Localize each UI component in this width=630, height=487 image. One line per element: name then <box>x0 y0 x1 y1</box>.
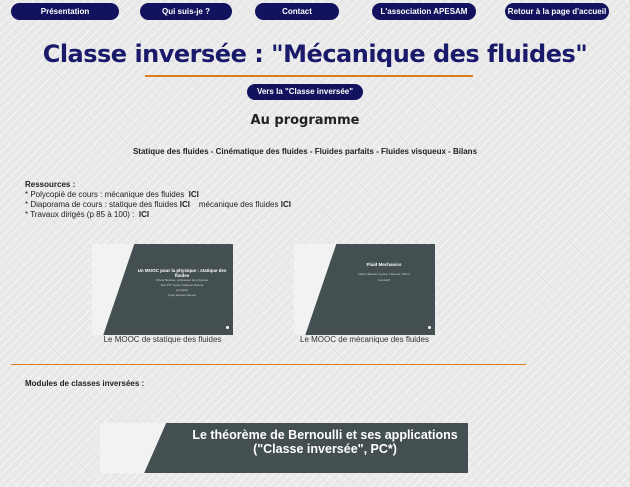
bernoulli-module-card[interactable] <box>100 423 468 473</box>
nav-about-button[interactable]: Qui suis-je ? <box>140 3 232 20</box>
mooc-mecanique-video[interactable] <box>294 244 435 335</box>
section-divider <box>11 364 526 365</box>
slide-title: Fluid Mechanics <box>366 262 402 267</box>
resource-line-diaporama <box>25 200 291 210</box>
diaporama-statique-link[interactable]: ICI <box>179 200 190 209</box>
slide-subtitle: [contact] <box>176 288 188 292</box>
module-card-title: Le théorème de Bernoulli et ses applications ("Classe inversée", PC*) <box>192 428 458 456</box>
resource-label: * Polycopié de cours : mécanique des fluides <box>25 190 185 199</box>
slide-subtitle: Olivier Bosnier (Lycée J.Decour, Paris) <box>358 272 410 276</box>
slide-subtitle: Olivier Bosnier, professeur de physique <box>155 278 209 282</box>
video-caption: Le MOOC de mécanique des fluides <box>300 335 429 344</box>
page-title: Classe inversée : "Mécanique des fluides" <box>42 40 588 68</box>
td-link[interactable]: ICI <box>138 210 150 219</box>
nav-association-button[interactable]: L'association APESAM <box>372 3 476 20</box>
video-caption: Le MOOC de statique des fluides <box>103 335 222 344</box>
nav-presentation-button[interactable]: Présentation <box>11 3 119 20</box>
modules-title: Modules de classes inversées : <box>25 379 145 388</box>
slide-subtitle: Spé PC* Lycée Jacques Decour <box>160 283 204 287</box>
title-underline <box>145 75 473 77</box>
slide-badge-icon <box>428 326 431 329</box>
nav-home-button[interactable]: Retour à la page d'accueil <box>505 3 609 20</box>
resources-block <box>25 180 291 220</box>
nav-contact-button[interactable]: Contact <box>255 3 339 20</box>
slide-decoration <box>294 244 435 335</box>
section-title: Au programme <box>250 113 360 128</box>
slide-subtitle: lycee jacques decour <box>167 293 197 297</box>
resource-label: mécanique des fluides <box>198 200 279 209</box>
resource-line-td <box>25 210 291 220</box>
mooc-statique-video[interactable] <box>92 244 233 335</box>
resource-label: * Travaux dirigés (p 85 à 100) : <box>25 210 135 219</box>
slide-title: Un MOOC pour la physique : statique des fluides <box>137 268 227 278</box>
classe-inversee-button[interactable]: Vers la "Classe inversée" <box>247 84 363 100</box>
topics-list: Statique des fluides - Cinématique des fluides - Fluides parfaits - Fluides visqueux - Bilans <box>132 147 478 156</box>
slide-badge-icon <box>226 326 229 329</box>
resource-label: * Diaporama de cours : statique des fluides <box>25 200 178 209</box>
diaporama-mecanique-link[interactable]: ICI <box>280 200 291 209</box>
slide-subtitle: [contact] <box>378 278 390 282</box>
resources-title: Ressources : <box>25 180 76 189</box>
polycopie-link[interactable]: ICI <box>188 190 199 199</box>
top-navigation <box>0 3 630 21</box>
resource-line-polycopie <box>25 190 291 200</box>
